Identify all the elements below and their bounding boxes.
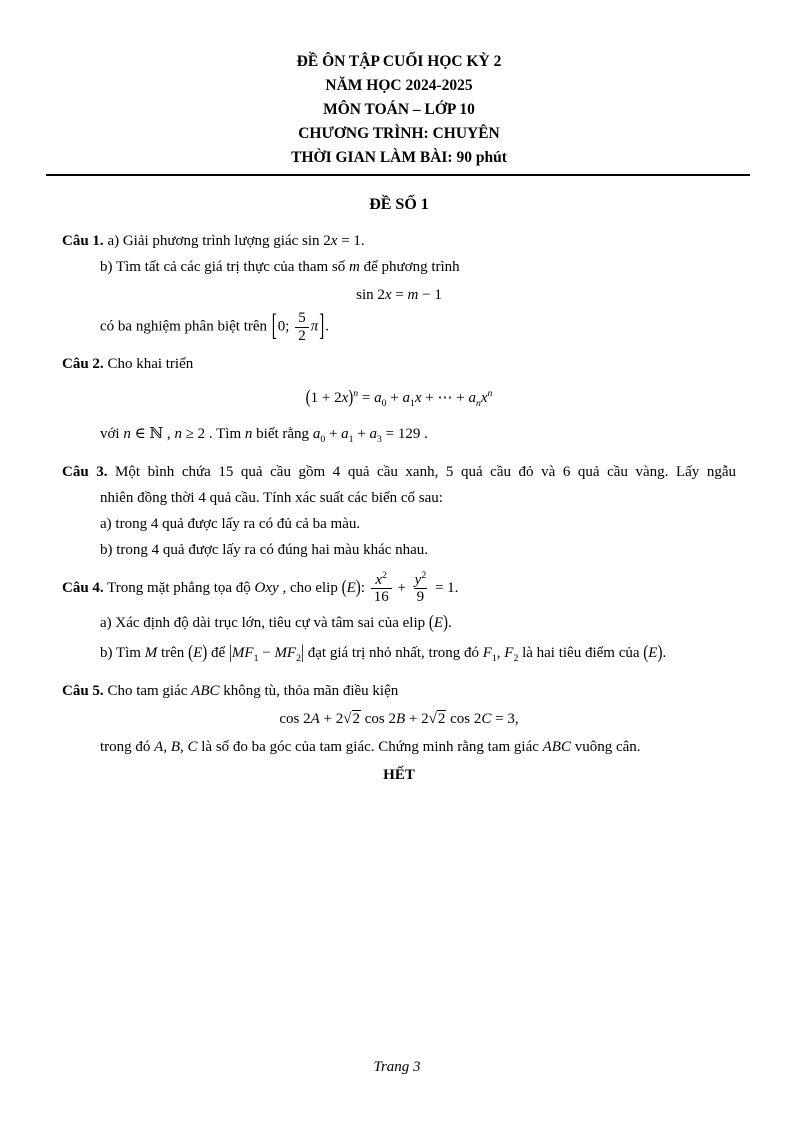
text-run: E — [648, 645, 658, 662]
text-run: a) trong 4 quả được lấy ra có đủ cả ba màu. — [100, 515, 361, 532]
fraction-numerator — [412, 571, 430, 589]
text-run: 2 — [421, 569, 427, 581]
text-run: biết rằng — [252, 425, 313, 442]
exam-title: ĐỀ SỐ 1 — [369, 196, 429, 213]
text-run: 2 — [296, 653, 301, 665]
text-run: x — [384, 287, 392, 303]
document-line — [100, 421, 736, 453]
text-run: C — [481, 711, 492, 728]
text-run: F — [482, 645, 492, 662]
text-run: b) Tìm tất cả các giá trị thực của tham số — [100, 259, 350, 275]
text-run: a) Xác định độ dài trục lớn, tiêu cự và tâm sai của elip — [100, 615, 429, 632]
text-run: trong đó — [100, 739, 155, 756]
fraction-numerator — [295, 310, 309, 327]
text-run: m — [349, 259, 360, 275]
text-run: ABC — [191, 683, 220, 700]
text-run: 2 — [382, 569, 387, 581]
text-run: MF — [231, 645, 254, 662]
radical-sign: √ — [343, 711, 352, 728]
text-run: − — [258, 645, 275, 662]
document-line — [62, 678, 736, 704]
text-run: + 2 — [405, 711, 429, 728]
document-line — [100, 485, 736, 511]
text-run: − 1 — [418, 287, 442, 303]
text-run: ( — [428, 612, 434, 634]
text-run: m — [407, 287, 419, 303]
fraction-denominator — [414, 588, 428, 606]
text-run: π — [310, 318, 319, 335]
document-line — [100, 310, 736, 345]
text-run: : — [360, 579, 369, 596]
text-run: . — [325, 318, 329, 335]
exam-header — [62, 50, 736, 170]
math-fraction — [412, 571, 430, 607]
text-run: để phương trình — [359, 259, 460, 275]
text-run: 1 + 2 — [310, 389, 342, 406]
text-run: có ba nghiệm phân biệt trên — [100, 318, 271, 335]
math-sqrt — [343, 710, 361, 727]
header-divider — [46, 174, 750, 176]
question-label: Câu 1. — [62, 233, 104, 249]
document-body — [62, 228, 736, 760]
text-run: trên — [157, 645, 189, 662]
text-run: , cho elip — [278, 579, 342, 596]
text-run: [ — [271, 310, 277, 344]
text-run: . — [448, 615, 452, 632]
text-run: A — [310, 711, 320, 728]
radicand: 2 — [437, 711, 446, 728]
text-run: . — [662, 645, 667, 662]
question-label: Câu 2. — [62, 355, 104, 372]
header-line-1: ĐỀ ÔN TẬP CUỐI HỌC KỲ 2 — [296, 53, 502, 70]
text-run: a — [312, 425, 321, 442]
question-label: Câu 3. — [62, 463, 108, 480]
text-run: B — [396, 711, 406, 728]
text-run: ABC — [542, 739, 571, 756]
text-run: F — [504, 645, 514, 662]
text-run: ) — [355, 577, 361, 598]
text-run: x — [375, 571, 383, 588]
document-line — [62, 351, 736, 377]
text-run: n — [475, 397, 481, 409]
text-run: + — [353, 425, 370, 442]
text-run: n — [487, 387, 493, 399]
text-run: Oxy — [254, 579, 279, 596]
document-line — [100, 610, 736, 636]
text-run: để — [207, 645, 229, 662]
fraction-denominator — [295, 327, 309, 345]
text-run: + — [325, 425, 342, 442]
text-run: x — [414, 389, 422, 406]
text-run: n — [244, 425, 253, 442]
document-line — [100, 640, 736, 672]
text-run: 1 — [409, 397, 415, 409]
text-run: y — [414, 571, 422, 588]
text-run: b) trong 4 quả được lấy ra có đúng hai màu khác nhau. — [100, 541, 429, 558]
text-run: | — [300, 642, 304, 664]
text-run: 3 — [377, 433, 382, 445]
text-run: M — [144, 645, 158, 662]
header-line-3: MÔN TOÁN – LỚP 10 — [323, 101, 475, 118]
document-line — [100, 734, 736, 760]
header-line-5: THỜI GIAN LÀM BÀI: 90 phút — [291, 149, 507, 166]
text-run: + 2 — [319, 711, 344, 728]
text-run: . — [360, 233, 365, 249]
text-run: ( — [188, 642, 194, 664]
text-run: ) — [202, 642, 208, 664]
header-line-4: CHƯƠNG TRÌNH: CHUYÊN — [298, 125, 500, 142]
text-run: ] — [319, 310, 325, 344]
text-run: Trong mặt phẳng tọa độ — [103, 579, 255, 596]
text-run: 1 — [491, 653, 497, 665]
text-run: = — [358, 389, 375, 406]
text-run: ( — [341, 577, 347, 598]
text-run: đạt giá trị nhỏ nhất, trong đó — [304, 645, 483, 662]
text-run: 2 — [513, 653, 519, 665]
document-line — [62, 571, 736, 607]
text-run: a — [402, 389, 410, 406]
text-run: ≥ 2 . Tìm — [181, 425, 245, 442]
text-run: = 1 — [337, 233, 361, 249]
text-run: với — [100, 425, 124, 442]
page-number: Trang 3 — [373, 1059, 421, 1075]
radical-sign: √ — [428, 711, 437, 728]
text-run: sin 2 — [356, 287, 385, 303]
text-run: | — [228, 642, 232, 664]
document-line — [62, 706, 736, 732]
text-run: E — [433, 615, 444, 632]
text-run: 1 — [348, 433, 354, 445]
text-run: 0 — [320, 433, 326, 445]
text-run: E — [193, 645, 203, 662]
text-run: cos 2 — [279, 711, 311, 728]
text-run: ) — [657, 642, 663, 664]
fraction-denominator — [371, 588, 392, 606]
document-line — [62, 282, 736, 308]
text-run: không tù, thỏa mãn điều kiện — [219, 683, 399, 700]
header-line-2: NĂM HỌC 2024-2025 — [325, 77, 473, 94]
text-run: a) Giải phương trình lượng giác sin 2 — [103, 233, 331, 249]
text-run: cos 2 — [446, 711, 482, 728]
question-label: Câu 5. — [62, 683, 104, 700]
text-run: + ⋯ + — [421, 389, 469, 406]
text-run: nhiên đồng thời 4 quả cầu. Tính xác suất các biến cố sau: — [100, 489, 443, 506]
text-run: E — [346, 579, 356, 596]
text-run: Cho khai triển — [103, 355, 194, 372]
text-run: 2 — [298, 327, 306, 344]
text-run: + — [393, 579, 410, 596]
text-run: b) Tìm — [100, 645, 145, 662]
text-run: là số đo ba góc của tam giác. Chứng minh rằng tam giác — [197, 739, 543, 756]
document-line — [62, 228, 736, 254]
text-run: n — [353, 387, 359, 399]
text-run: = 129 . — [381, 425, 428, 442]
text-run: x — [330, 233, 338, 249]
text-run: MF — [274, 645, 297, 662]
text-run: a — [341, 425, 349, 442]
end-marker: HẾT — [383, 767, 415, 784]
text-run: 16 — [373, 589, 389, 606]
text-run: x — [480, 389, 488, 406]
text-run: 0 — [381, 397, 387, 409]
text-run: Một bình chứa 15 quả cầu gồm 4 quả cầu xanh, 5 quả cầu đỏ và 6 quả cầu vàng. Lấy ngẫu — [107, 463, 736, 480]
text-run: ∈ ℕ , — [130, 425, 175, 442]
text-run: , — [496, 645, 505, 662]
text-run: a — [374, 389, 382, 406]
text-run: ) — [443, 612, 449, 634]
text-run: n — [174, 425, 182, 442]
text-run: + — [386, 389, 403, 406]
text-run: A, B, C — [154, 739, 198, 756]
document-line — [62, 381, 736, 417]
text-run: ( — [305, 386, 311, 408]
text-run: vuông cân. — [570, 739, 641, 756]
text-run: ) — [348, 386, 354, 408]
document-line — [100, 511, 736, 537]
text-run: cos 2 — [361, 711, 396, 728]
question-label: Câu 4. — [62, 579, 104, 596]
radicand: 2 — [352, 711, 360, 728]
math-fraction — [295, 310, 309, 345]
fraction-numerator — [372, 571, 390, 589]
document-line — [62, 459, 736, 485]
text-run: là hai tiêu điểm của — [518, 645, 644, 662]
text-run: ( — [643, 642, 649, 664]
text-run: = 3, — [491, 711, 519, 728]
document-line — [100, 254, 736, 280]
text-run: = — [391, 287, 408, 303]
document-line — [100, 537, 736, 563]
text-run: x — [341, 389, 349, 406]
text-run: = 1. — [431, 579, 459, 596]
text-run: Cho tam giác — [103, 683, 192, 700]
text-run: a — [468, 389, 476, 406]
text-run: n — [123, 425, 131, 442]
math-sqrt — [429, 710, 447, 727]
text-run: 1 — [253, 653, 259, 665]
text-run: 0; — [277, 318, 294, 335]
page-footer — [0, 1059, 794, 1076]
text-run: 5 — [298, 310, 306, 326]
text-run: a — [369, 425, 377, 442]
text-run: 9 — [416, 589, 425, 606]
math-fraction — [371, 571, 392, 607]
